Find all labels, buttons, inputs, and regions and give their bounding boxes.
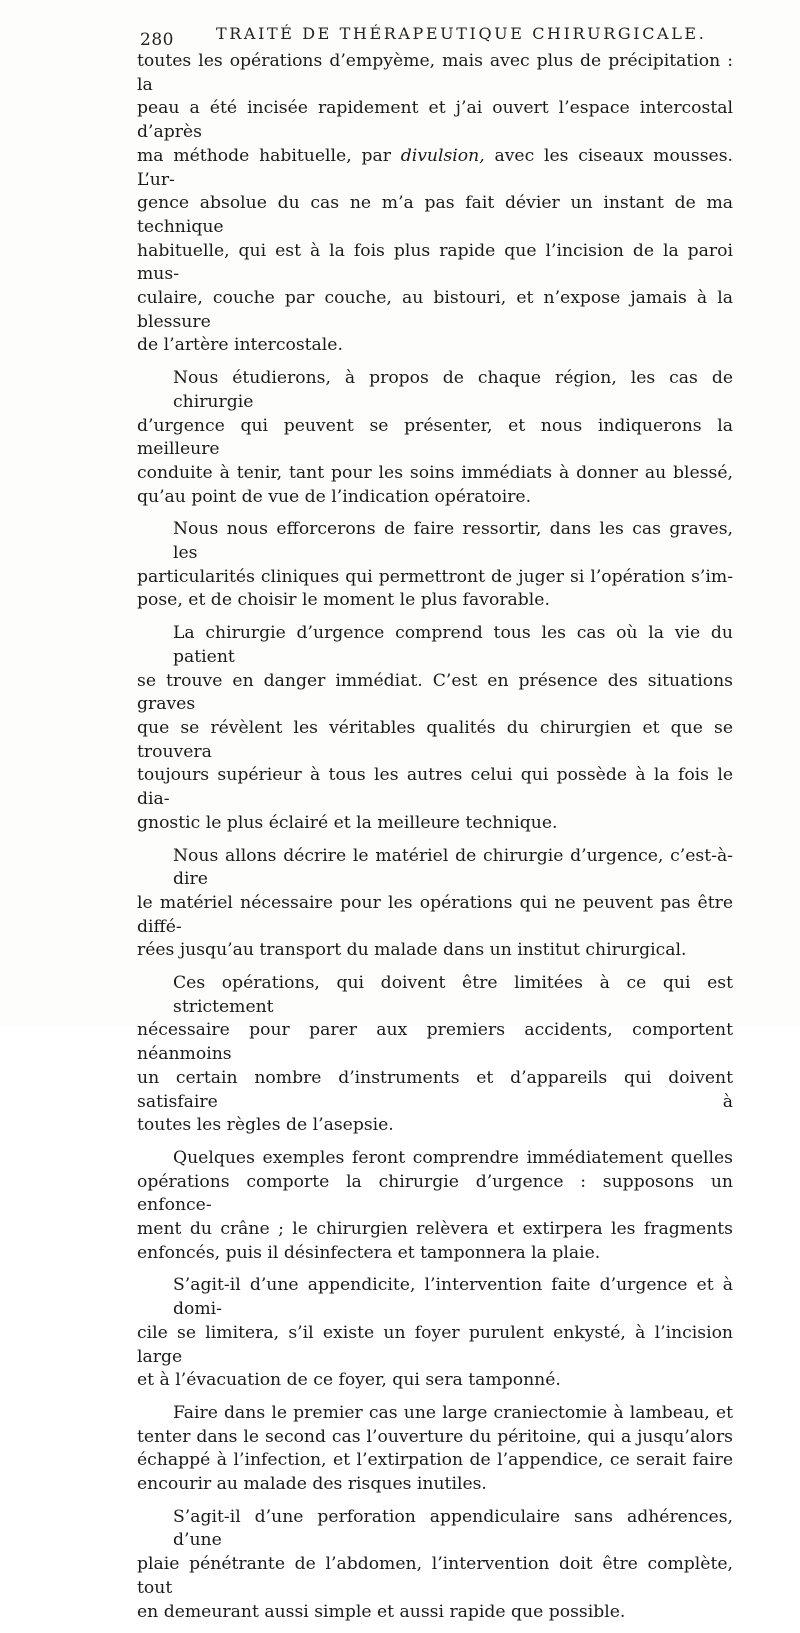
text-line-part: avec les ciseaux mousses. L’ur- xyxy=(137,145,733,190)
text-line: de l’artère intercostale. xyxy=(137,335,343,356)
text-line: échappé à l’infection, et l’extirpation de l’appendice, ce serait faire xyxy=(137,1450,733,1471)
text-line: encourir au malade des risques inutiles. xyxy=(137,1474,487,1495)
paragraph-4 xyxy=(137,622,733,835)
text-line: gnostic le plus éclairé et la meilleure technique. xyxy=(137,812,558,833)
text-line: le matériel nécessaire pour les opérations qui ne peuvent pas être diffé- xyxy=(137,892,733,937)
paragraph-7 xyxy=(137,1147,733,1266)
text-line: Nous allons décrire le matériel de chirurgie d’urgence, c’est-à-dire xyxy=(173,845,733,890)
text-line: en demeurant aussi simple et aussi rapide que possible. xyxy=(137,1601,626,1622)
text-line: conduite à tenir, tant pour les soins immédiats à donner au blessé, xyxy=(137,462,733,483)
page-header xyxy=(140,20,740,50)
text-line: S’agit-il d’une appendicite, l’intervention faite d’urgence et à domi- xyxy=(173,1275,733,1320)
text-line: culaire, couche par couche, au bistouri, et n’expose jamais à la blessure xyxy=(137,288,733,332)
paragraph-6 xyxy=(137,972,733,1138)
text-line: S’agit-il d’une perforation appendiculaire sans adhérences, d’une xyxy=(173,1506,733,1551)
text-line: tenter dans le second cas l’ouverture du péritoine, qui a jusqu’alors xyxy=(137,1426,733,1447)
page-number: 280 xyxy=(140,30,174,50)
text-line: un certain nombre d’instruments et d’appareils qui doivent satisfaire à xyxy=(137,1067,733,1112)
text-line: pose, et de choisir le moment le plus favorable. xyxy=(137,590,550,611)
emphasis-divulsion: divulsion, xyxy=(400,145,485,166)
text-line: toujours supérieur à tous les autres celui qui possède à la fois le dia- xyxy=(137,765,733,810)
text-line: qu’au point de vue de l’indication opératoire. xyxy=(137,486,532,507)
paragraph-3 xyxy=(137,518,733,613)
text-line: plaie pénétrante de l’abdomen, l’intervention doit être complète, tout xyxy=(137,1554,733,1598)
text-line: nécessaire pour parer aux premiers accidents, comportent néanmoins xyxy=(137,1020,733,1065)
text-line: La chirurgie d’urgence comprend tous les cas où la vie du patient xyxy=(173,623,733,667)
text-line: cile se limitera, s’il existe un foyer purulent enkysté, à l’incision large xyxy=(137,1322,733,1367)
text-line: particularités cliniques qui permettront de juger si l’opération s’im- xyxy=(137,566,733,587)
text-line: Faire dans le premier cas une large craniectomie à lambeau, et xyxy=(173,1402,733,1423)
text-line-part: ma méthode habituelle, par xyxy=(137,145,401,166)
text-line: gence absolue du cas ne m’a pas fait dévier un instant de ma technique xyxy=(137,193,733,237)
text-line: d’urgence qui peuvent se présenter, et nous indiquerons la meilleure xyxy=(137,415,733,460)
paragraph-10 xyxy=(137,1506,733,1625)
text-line: se trouve en danger immédiat. C’est en présence des situations graves xyxy=(137,670,733,715)
text-line: toutes les règles de l’asepsie. xyxy=(137,1115,394,1136)
running-title: TRAITÉ DE THÉRAPEUTIQUE CHIRURGICALE. xyxy=(216,24,707,43)
text-line: et à l’évacuation de ce foyer, qui sera tamponné. xyxy=(137,1370,561,1391)
text-line: Nous étudierons, à propos de chaque région, les cas de chirurgie xyxy=(173,368,733,412)
text-line: Quelques exemples feront comprendre immédiatement quelles xyxy=(173,1147,733,1168)
text-line: Nous nous efforcerons de faire ressortir, dans les cas graves, les xyxy=(173,519,733,564)
paragraph-9 xyxy=(137,1402,733,1497)
paragraph-8 xyxy=(137,1274,733,1393)
paragraph-5 xyxy=(137,845,733,964)
text-line: rées jusqu’au transport du malade dans un institut chirurgical. xyxy=(137,940,687,961)
body-text xyxy=(137,50,733,1633)
text-line: peau a été incisée rapidement et j’ai ouvert l’espace intercostal d’après xyxy=(137,98,733,143)
text-line xyxy=(137,145,733,192)
text-line: toutes les opérations d’empyème, mais avec plus de précipitation : la xyxy=(137,51,733,95)
text-line: que se révèlent les véritables qualités du chirurgien et que se trouvera xyxy=(137,717,733,762)
paragraph-1 xyxy=(137,50,733,358)
text-line: enfoncés, puis il désinfectera et tamponnera la plaie. xyxy=(137,1242,601,1263)
text-line: habituelle, qui est à la fois plus rapide que l’incision de la paroi mus- xyxy=(137,240,733,285)
paragraph-2 xyxy=(137,367,733,509)
text-line: ment du crâne ; le chirurgien relèvera et extirpera les fragments xyxy=(137,1219,733,1240)
text-line: Ces opérations, qui doivent être limitées à ce qui est strictement xyxy=(173,973,733,1017)
text-line: opérations comporte la chirurgie d’urgence : supposons un enfonce- xyxy=(137,1171,733,1216)
